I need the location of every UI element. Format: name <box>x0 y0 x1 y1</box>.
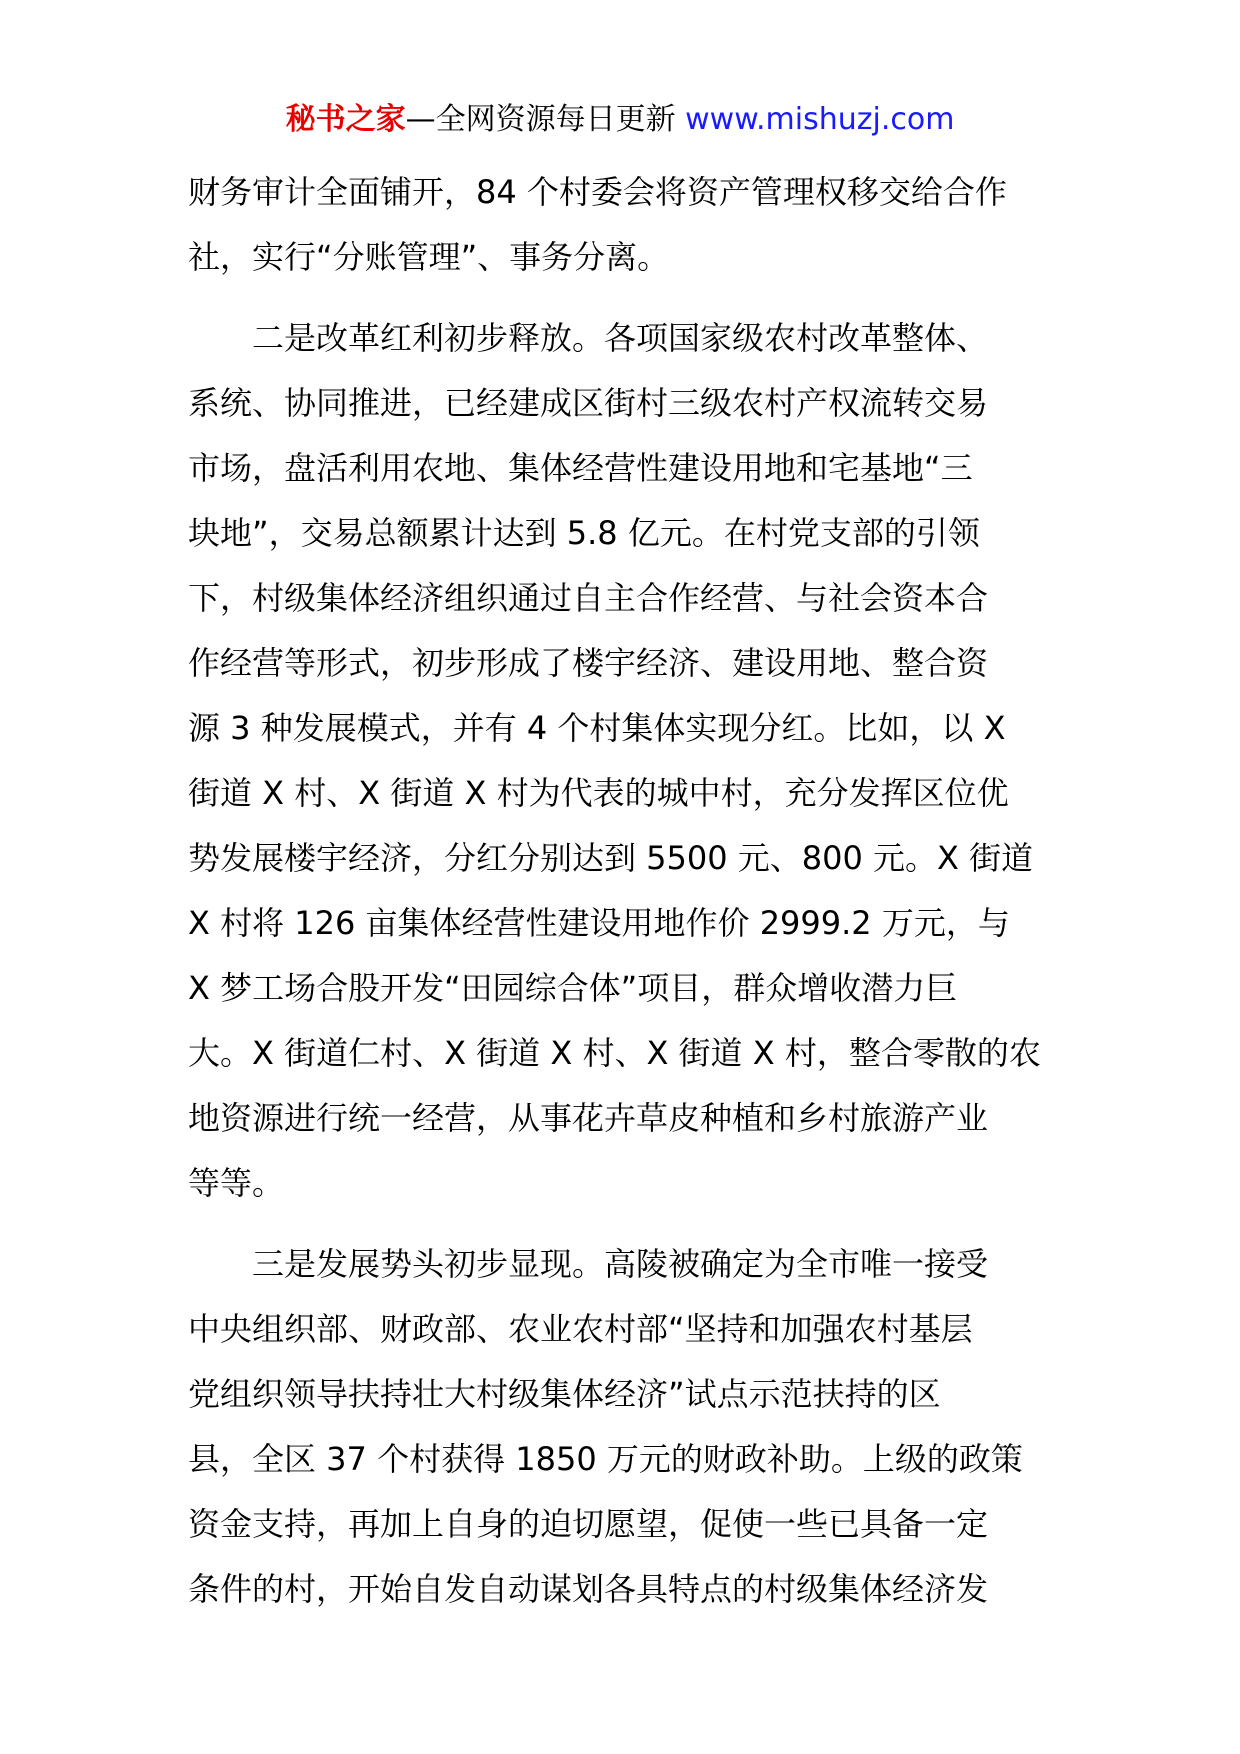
text-line: 势发展楼宇经济，分红分别达到 5500 元、800 元。X 街道 <box>188 839 1034 877</box>
document-body <box>188 160 1056 1622</box>
text-line: 等等。 <box>188 1164 285 1202</box>
text-line: 作经营等形式，初步形成了楼宇经济、建设用地、整合资 <box>188 644 989 682</box>
header-site-link[interactable]: www.mishuzj.com <box>685 102 955 137</box>
paragraph <box>188 160 1056 290</box>
text-line: 县，全区 37 个村获得 1850 万元的财政补助。上级的政策 <box>188 1440 1023 1478</box>
paragraph <box>188 1232 1056 1622</box>
text-line: 源 3 种发展模式，并有 4 个村集体实现分红。比如，以 X <box>188 709 1006 747</box>
text-line: 三是发展势头初步显现。高陵被确定为全市唯一接受 <box>252 1245 989 1283</box>
text-line: X 村将 126 亩集体经营性建设用地作价 2999.2 万元，与 <box>188 904 1010 942</box>
text-line: 党组织领导扶持壮大村级集体经济”试点示范扶持的区 <box>188 1375 941 1413</box>
text-line: 地资源进行统一经营，从事花卉草皮种植和乡村旅游产业 <box>188 1099 989 1137</box>
text-line: 财务审计全面铺开，84 个村委会将资产管理权移交给合作 <box>188 173 1007 211</box>
text-line: 块地”，交易总额累计达到 5.8 亿元。在村党支部的引领 <box>188 514 980 552</box>
text-line: 系统、协同推进，已经建成区街村三级农村产权流转交易 <box>188 384 989 422</box>
text-line: X 梦工场合股开发“田园综合体”项目，群众增收潜力巨 <box>188 969 958 1007</box>
text-line: 资金支持，再加上自身的迫切愿望，促使一些已具备一定 <box>188 1505 989 1543</box>
text-line: 条件的村，开始自发自动谋划各具特点的村级集体经济发 <box>188 1570 989 1608</box>
header-tagline: —全网资源每日更新 <box>405 102 676 137</box>
paragraph <box>188 306 1056 1216</box>
text-line: 街道 X 村、X 街道 X 村为代表的城中村，充分发挥区位优 <box>188 774 1009 812</box>
text-line: 下，村级集体经济组织通过自主合作经营、与社会资本合 <box>188 579 989 617</box>
text-line: 社，实行“分账管理”、事务分离。 <box>188 238 670 276</box>
text-line: 二是改革红利初步释放。各项国家级农村改革整体、 <box>252 319 989 357</box>
site-header <box>0 100 1240 140</box>
text-line: 中央组织部、财政部、农业农村部“坚持和加强农村基层 <box>188 1310 973 1348</box>
header-brand: 秘书之家 <box>285 102 406 137</box>
text-line: 大。X 街道仁村、X 街道 X 村、X 街道 X 村，整合零散的农 <box>188 1034 1041 1072</box>
text-line: 市场，盘活利用农地、集体经营性建设用地和宅基地“三 <box>188 449 973 487</box>
